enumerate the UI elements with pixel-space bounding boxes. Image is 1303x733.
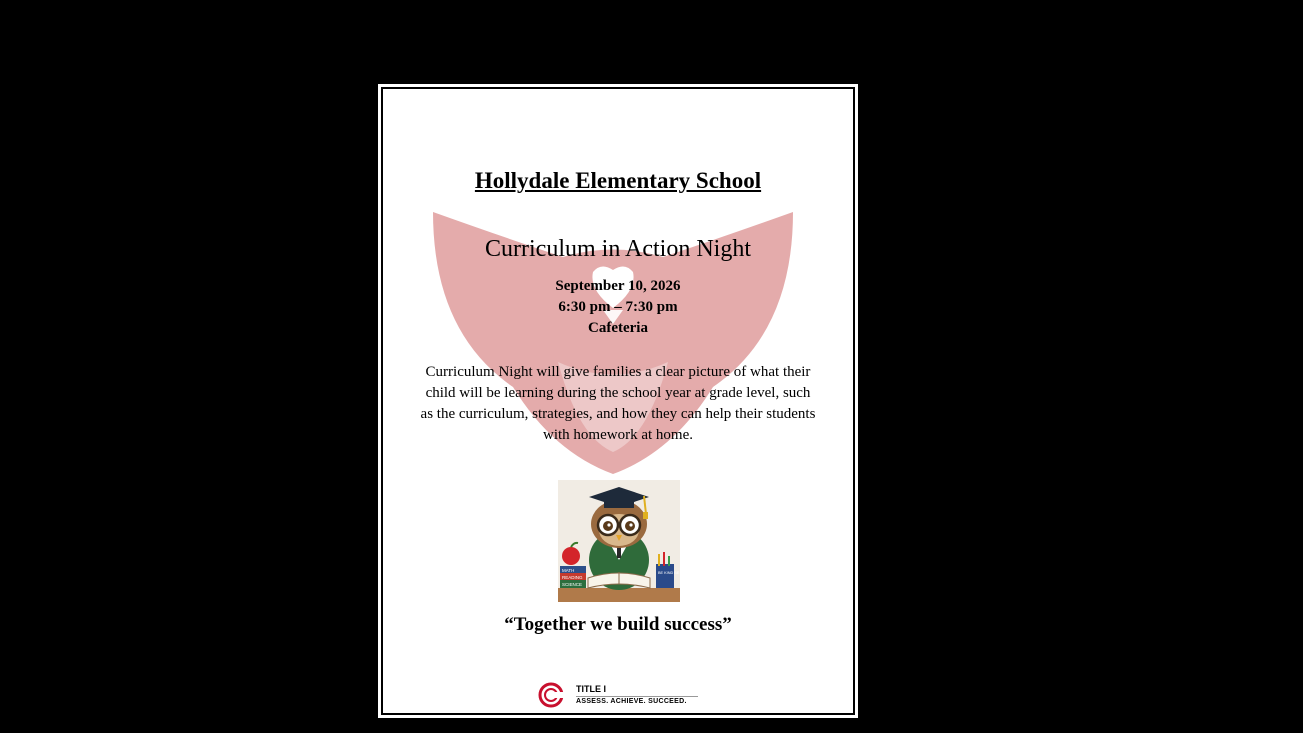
cup-text: BE KIND BE WISE	[658, 571, 691, 575]
book-label-math: MATH	[562, 568, 575, 573]
event-time: 6:30 pm – 7:30 pm	[558, 299, 678, 315]
title-one-logo	[538, 682, 708, 712]
logo-title: TITLE I	[576, 684, 606, 694]
event-details	[378, 276, 858, 339]
graduate-owl-icon	[558, 480, 691, 602]
event-date: September 10, 2026	[555, 278, 681, 294]
school-name: Hollydale Elementary School	[474, 168, 762, 193]
flyer-page	[378, 84, 858, 718]
logo-tagline: ASSESS. ACHIEVE. SUCCEED.	[576, 698, 687, 705]
book-label-reading: READING	[562, 575, 583, 580]
graduate-owl-illustration	[558, 480, 691, 602]
event-title: Curriculum in Action Night	[485, 236, 751, 262]
event-description: Curriculum Night will give families a clear picture of what their child will be learning during the school year at grade level, such as the curriculum, strategies, and how they can help their students with homework at home.	[420, 364, 816, 443]
book-label-science: SCIENCE	[562, 582, 583, 587]
motto: “Together we build success”	[504, 614, 732, 635]
title-one-logo-icon	[538, 682, 568, 712]
logo-divider	[576, 696, 698, 697]
event-location: Cafeteria	[588, 320, 648, 336]
